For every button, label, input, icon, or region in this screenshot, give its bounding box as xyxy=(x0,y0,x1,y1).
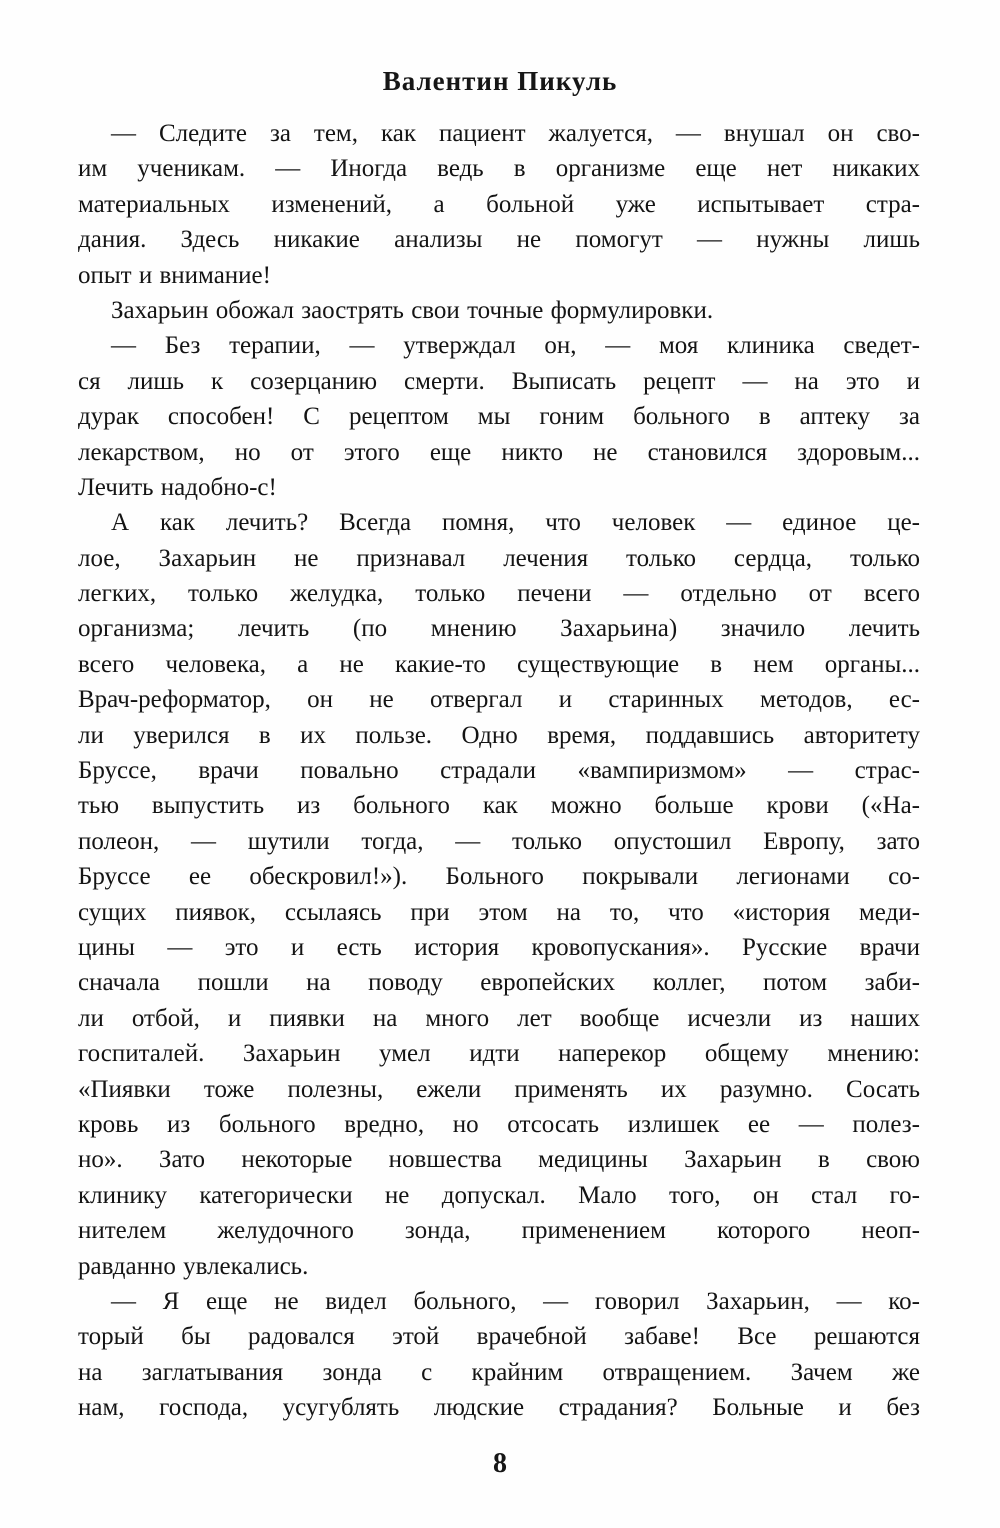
text-line: опыт и внимание! xyxy=(78,261,271,289)
text-line: тью выпустить из больного как можно больше крови («На- xyxy=(78,792,920,820)
text-line: Лечить надобно-с! xyxy=(78,473,277,501)
text-line: ли уверился в их пользе. Одно время, поддавшись авторитету xyxy=(78,721,920,749)
text-line: но». Зато некоторые новшества медицины Захарьин в свою xyxy=(78,1146,920,1174)
page-text xyxy=(78,116,920,1425)
text-line: торый бы радовался этой врачебной забаве! Все решаются xyxy=(78,1323,920,1351)
text-line: А как лечить? Всегда помня, что человек — единое це- xyxy=(111,509,920,537)
text-line: — Без терапии, — утверждал он, — моя клиника сведет- xyxy=(111,332,920,360)
text-line: нителем желудочного зонда, применением которого неоп- xyxy=(78,1217,920,1245)
text-line: дурак способен! С рецептом мы гоним больного в аптеку за xyxy=(78,403,920,431)
text-line: цины — это и есть история кровопускания». Русские врачи xyxy=(78,933,920,961)
text-line: Бруссе ее обескровил!»). Больного покрывали легионами со- xyxy=(78,863,920,891)
text-line: на заглатывания зонда с крайним отвращением. Зачем же xyxy=(78,1358,920,1386)
text-line: Захарьин обожал заострять свои точные формулировки. xyxy=(111,296,714,324)
text-line: лое, Захарьин не признавал лечения только сердца, только xyxy=(78,544,920,572)
text-line: кровь из больного вредно, но отсосать излишек ее — полез- xyxy=(78,1110,920,1138)
text-line: — Я еще не видел больного, — говорил Захарьин, — ко- xyxy=(111,1287,920,1315)
text-line: нам, господа, усугублять людские страдания? Больные и без xyxy=(78,1394,920,1422)
text-line: госпиталей. Захарьин умел идти наперекор общему мнению: xyxy=(78,1040,920,1068)
text-line: ся лишь к созерцанию смерти. Выписать рецепт — на это и xyxy=(78,367,920,395)
text-line: организма; лечить (по мнению Захарьина) значило лечить xyxy=(78,615,920,643)
page-number: 8 xyxy=(493,1448,507,1479)
text-line: равданно увлекались. xyxy=(78,1252,309,1280)
text-line: лекарством, но от этого еще никто не становился здоровым... xyxy=(78,438,920,466)
text-line: Врач-реформатор, он не отвергал и старинных методов, ес- xyxy=(78,686,920,714)
text-line: материальных изменений, а больной уже испытывает стра- xyxy=(78,190,920,218)
text-line: им ученикам. — Иногда ведь в организме еще нет никаких xyxy=(78,155,920,183)
text-line: Бруссе, врачи повально страдали «вампиризмом» — страс- xyxy=(78,757,920,785)
running-header: Валентин Пикуль xyxy=(382,66,618,96)
text-line: дания. Здесь никакие анализы не помогут — нужны лишь xyxy=(78,226,920,254)
text-line: сначала пошли на поводу европейских коллег, потом заби- xyxy=(78,969,920,997)
text-line: легких, только желудка, только печени — отдельно от всего xyxy=(78,580,920,608)
text-line: «Пиявки тоже полезны, ежели применять их разумно. Сосать xyxy=(78,1075,920,1103)
text-line: ли отбой, и пиявки на много лет вообще исчезли из наших xyxy=(78,1004,920,1032)
text-line: — Следите за тем, как пациент жалуется, — внушал он сво- xyxy=(111,120,920,147)
text-line: полеон, — шутили тогда, — только опустошил Европу, зато xyxy=(78,827,920,855)
text-line: сущих пиявок, ссылаясь при этом на то, что «история меди- xyxy=(78,898,920,926)
text-line: клинику категорически не допускал. Мало того, он стал го- xyxy=(78,1181,920,1209)
text-line: всего человека, а не какие-то существующие в нем органы... xyxy=(78,650,920,678)
